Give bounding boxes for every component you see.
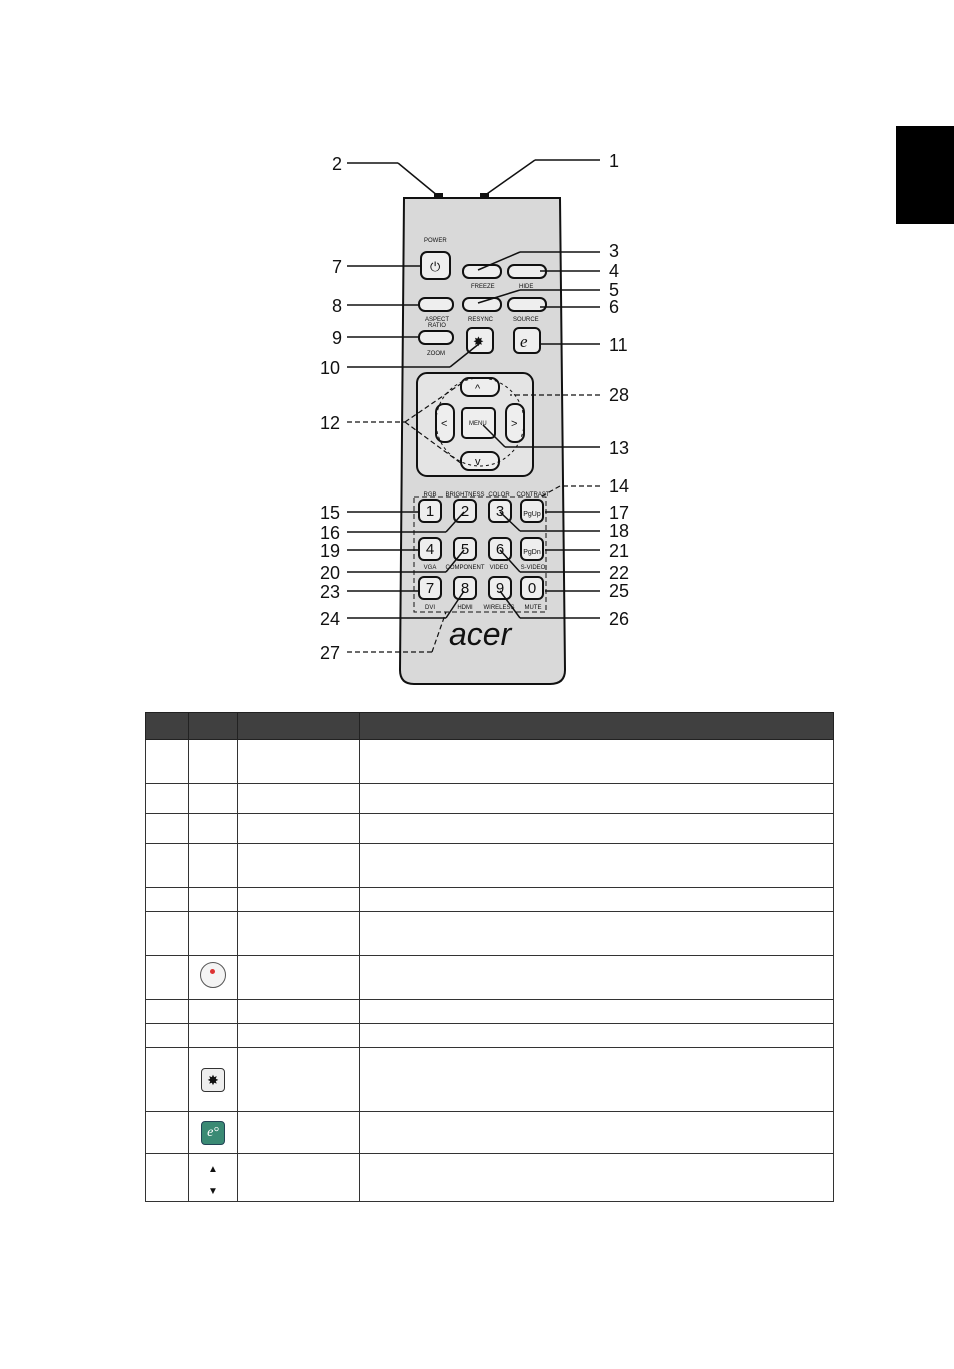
table-cell <box>238 740 360 784</box>
callout-12: 12 <box>320 413 341 433</box>
zoom-button[interactable] <box>419 331 453 344</box>
table-cell <box>360 912 834 956</box>
callout-6: 6 <box>609 297 620 317</box>
table-cell <box>238 814 360 844</box>
freeze-label: FREEZE <box>471 284 495 290</box>
keypad-key-label: 4 <box>425 541 435 558</box>
svg-text:>: > <box>511 418 518 430</box>
keypad-row2-label: COMPONENT <box>445 565 485 571</box>
callout-20: 20 <box>320 563 341 583</box>
table-cell <box>146 1048 189 1112</box>
power-label: POWER <box>424 238 447 244</box>
callout-8: 8 <box>332 296 343 316</box>
hide-label: HIDE <box>519 284 534 290</box>
callout-2: 2 <box>332 154 343 174</box>
table-cell <box>146 956 189 1000</box>
table-cell <box>189 784 238 814</box>
table-cell <box>238 1048 360 1112</box>
keypad-key-label: 1 <box>425 503 435 520</box>
callout-22: 22 <box>609 563 630 583</box>
callout-5: 5 <box>609 280 620 300</box>
table-row <box>146 1112 834 1154</box>
aspect-ratio-button[interactable] <box>419 298 453 311</box>
keypad-row3-label: HDMI <box>457 605 473 611</box>
table-row <box>146 888 834 912</box>
table-cell <box>146 1154 189 1202</box>
table-cell <box>146 844 189 888</box>
keypad-row3-label: DVI <box>424 605 436 611</box>
callout-1: 1 <box>609 151 620 171</box>
source-button[interactable] <box>508 298 546 311</box>
keypad-key-label: PgDn <box>523 549 541 556</box>
keypad-top-label: BRIGHTNESS <box>445 492 485 498</box>
table-row <box>146 784 834 814</box>
callout-26: 26 <box>609 609 630 629</box>
table-row <box>146 814 834 844</box>
keypad-key-4[interactable] <box>419 538 441 560</box>
keypad-key-label: 8 <box>460 580 470 597</box>
table-cell <box>189 1048 238 1112</box>
keypad-key-label: 6 <box>495 541 505 558</box>
table-cell <box>238 912 360 956</box>
resync-button[interactable] <box>463 298 501 311</box>
table-cell <box>146 740 189 784</box>
keypad-top-label: COLOR <box>488 492 510 498</box>
callout-14: 14 <box>609 476 630 496</box>
table-cell <box>189 814 238 844</box>
callout-28: 28 <box>609 385 630 405</box>
keypad-key-PgUp[interactable] <box>521 500 543 522</box>
keypad-key-0[interactable] <box>521 577 543 599</box>
keypad-key-label: 3 <box>495 503 505 520</box>
table-row <box>146 1154 834 1202</box>
table-cell <box>189 912 238 956</box>
table-cell <box>189 844 238 888</box>
svg-text:<: < <box>441 418 448 430</box>
table-cell <box>360 1154 834 1202</box>
table-row <box>146 844 834 888</box>
keypad-row2-label: VGA <box>423 565 437 571</box>
callout-25: 25 <box>609 581 630 601</box>
table-cell <box>238 956 360 1000</box>
table-cell <box>146 1024 189 1048</box>
source-label: SOURCE <box>513 317 539 323</box>
table-cell <box>360 1000 834 1024</box>
freeze-button[interactable] <box>463 265 501 278</box>
table-cell <box>360 1024 834 1048</box>
table-cell <box>238 784 360 814</box>
callout-13: 13 <box>609 438 630 458</box>
table-cell <box>238 1024 360 1048</box>
callout-19: 19 <box>320 541 341 561</box>
table-cell <box>189 1154 238 1202</box>
callout-7: 7 <box>332 257 343 277</box>
table-cell <box>360 888 834 912</box>
table-cell <box>146 1000 189 1024</box>
callout-24: 24 <box>320 609 341 629</box>
keypad-key-label: 2 <box>460 503 470 520</box>
table-row <box>146 1000 834 1024</box>
keypad-top-label: RGB <box>423 492 437 498</box>
keypad-key-9[interactable] <box>489 577 511 599</box>
keypad-key-6[interactable] <box>489 538 511 560</box>
table-cell <box>360 1112 834 1154</box>
reference-table <box>145 712 834 1202</box>
remote-diagram <box>300 140 660 690</box>
header-cell <box>360 713 834 740</box>
header-cell <box>238 713 360 740</box>
callout-11: 11 <box>609 335 628 355</box>
power-icon: ⏻ <box>430 259 441 274</box>
sun-icon: ✸ <box>473 334 484 349</box>
table-cell <box>238 1154 360 1202</box>
keypad-key-1[interactable] <box>419 500 441 522</box>
callout-17: 17 <box>609 503 630 523</box>
svg-text:^: ^ <box>475 383 481 395</box>
keypad-row2-label: S-VIDEO <box>520 565 546 571</box>
table-header-row <box>146 713 834 740</box>
keypad-top-label: CONTRAST <box>516 492 550 498</box>
keypad-key-label: 5 <box>460 541 470 558</box>
keypad-key-label: 9 <box>495 580 505 597</box>
table-cell <box>189 740 238 784</box>
keypad-key-label: 7 <box>425 580 435 597</box>
callout-10: 10 <box>320 358 341 378</box>
table-row <box>146 1048 834 1112</box>
callout-27: 27 <box>320 643 341 663</box>
keypad-key-8[interactable] <box>454 577 476 599</box>
table-cell <box>360 956 834 1000</box>
table-cell <box>360 784 834 814</box>
keypad-key-5[interactable] <box>454 538 476 560</box>
table-row <box>146 956 834 1000</box>
table-cell <box>146 888 189 912</box>
table-cell <box>146 784 189 814</box>
header-cell <box>189 713 238 740</box>
callout-21: 21 <box>609 541 630 561</box>
table-cell <box>238 1112 360 1154</box>
arrow-keys-icon: ▲ ▼ <box>208 1164 218 1197</box>
keypad-key-7[interactable] <box>419 577 441 599</box>
table-cell <box>189 1024 238 1048</box>
keypad-key-PgDn[interactable] <box>521 538 543 560</box>
keypad-key-label: PgUp <box>523 511 541 518</box>
table-cell <box>360 814 834 844</box>
keypad-row3-label: WIRELESS <box>483 605 515 611</box>
table-cell <box>189 1112 238 1154</box>
e-key-icon: e <box>520 332 528 351</box>
aspect-label-1: ASPECT <box>425 317 450 323</box>
table-cell <box>189 1000 238 1024</box>
table-row <box>146 912 834 956</box>
svg-text:v: v <box>475 456 481 468</box>
table-cell <box>189 956 238 1000</box>
callout-23: 23 <box>320 582 341 602</box>
table-cell <box>238 888 360 912</box>
aspect-label-2: RATIO <box>428 323 446 329</box>
table-cell <box>360 844 834 888</box>
zoom-label: ZOOM <box>427 351 445 357</box>
section-tab <box>896 126 954 224</box>
table-cell <box>360 740 834 784</box>
callout-18: 18 <box>609 521 630 541</box>
table-row <box>146 1024 834 1048</box>
acer-logo: acer <box>449 616 512 652</box>
brightness-icon: ✸ <box>201 1068 225 1092</box>
table-row <box>146 740 834 784</box>
table-cell <box>146 814 189 844</box>
callout-15: 15 <box>320 503 341 523</box>
keypad-row3-label: MUTE <box>524 605 542 611</box>
header-cell <box>146 713 189 740</box>
callout-4: 4 <box>609 261 620 281</box>
keypad-row2-label: VIDEO <box>489 565 509 571</box>
menu-label: MENU <box>469 421 487 427</box>
callout-3: 3 <box>609 241 620 261</box>
table-cell <box>146 912 189 956</box>
laser-icon <box>200 962 226 988</box>
table-cell <box>238 1000 360 1024</box>
resync-label: RESYNC <box>468 317 494 323</box>
keypad-key-label: 0 <box>527 580 537 597</box>
callout-16: 16 <box>320 523 341 543</box>
table-cell <box>189 888 238 912</box>
table-cell <box>238 844 360 888</box>
table-cell <box>146 1112 189 1154</box>
table-cell <box>360 1048 834 1112</box>
e-key-icon: e° <box>201 1121 225 1145</box>
callout-9: 9 <box>332 328 343 348</box>
